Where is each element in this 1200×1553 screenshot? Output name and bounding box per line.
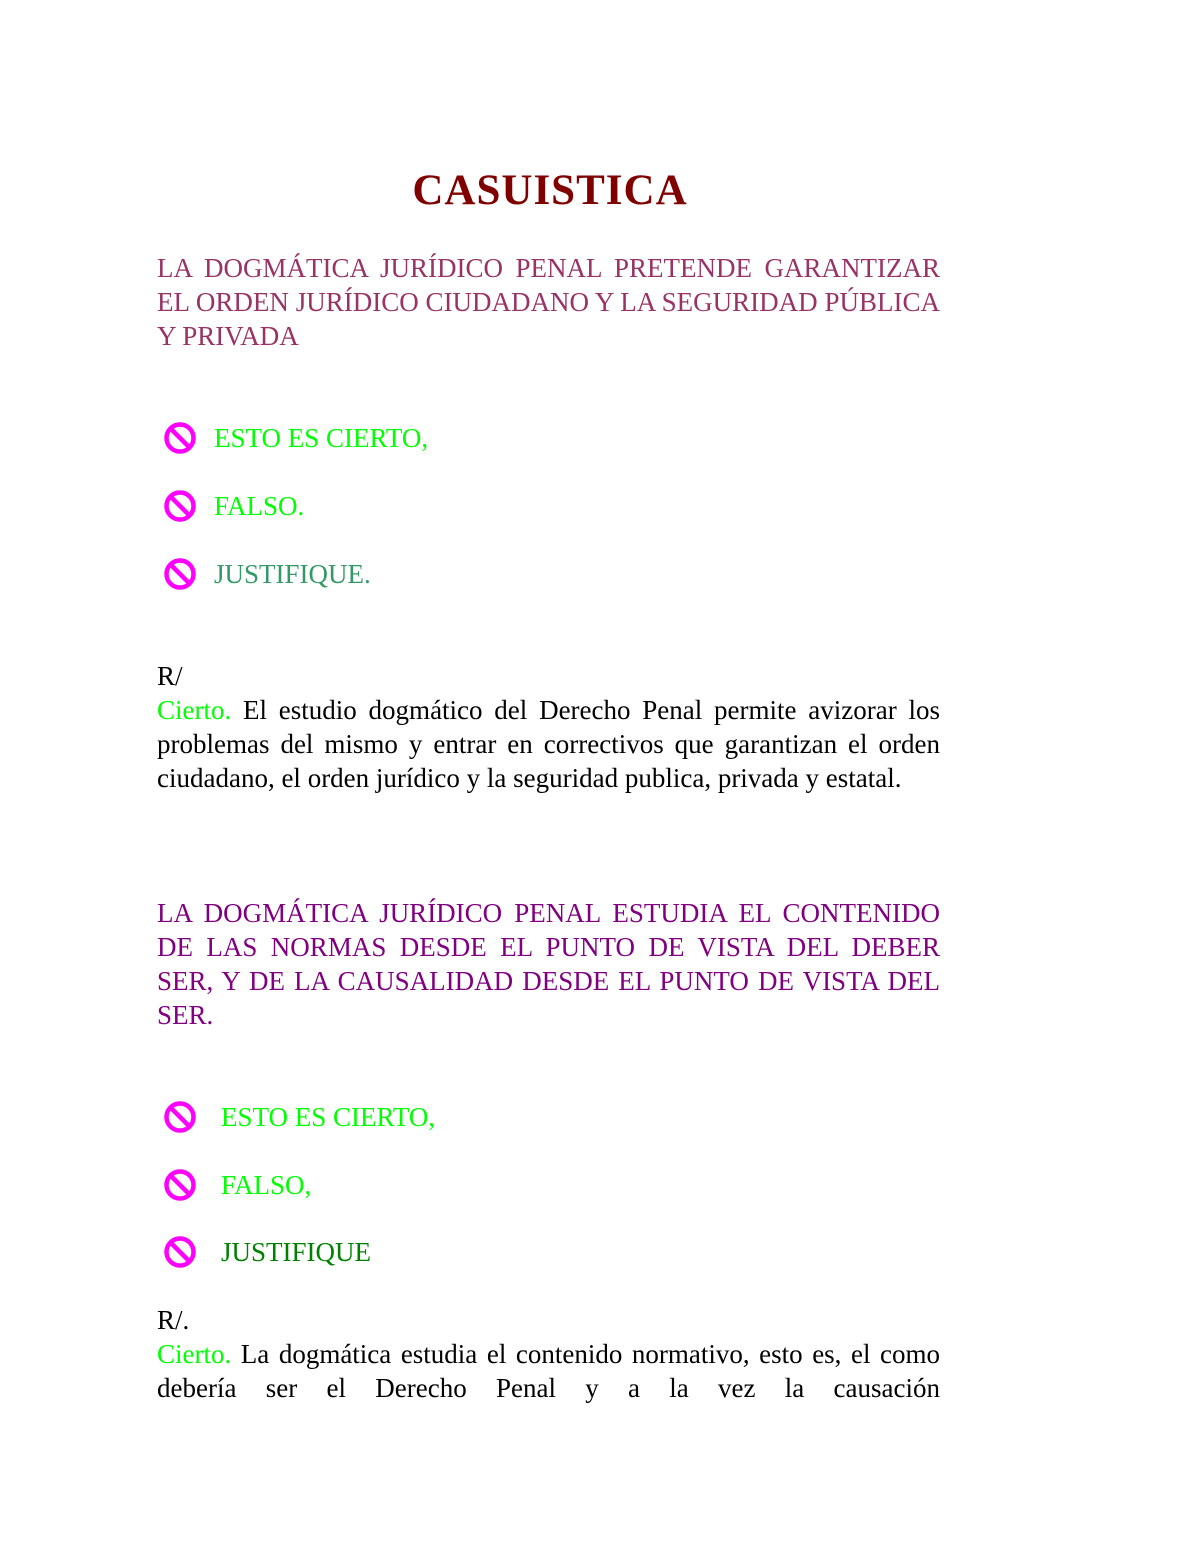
option-row [163,486,304,526]
option-label: ESTO ES CIERTO, [214,423,429,453]
option-label: FALSO. [214,491,305,521]
question-2: LA DOGMÁTICA JURÍDICO PENAL ESTUDIA EL CONTENIDO DE LAS NORMAS DESDE EL PUNTO DE VISTA DEL DEBER SER, Y DE LA CAUSALIDAD DESDE EL PUNTO DE VISTA DEL SER. [157,898,940,1030]
option-row [163,554,371,594]
prohibited-icon [163,421,197,455]
prohibited-icon [163,1100,197,1134]
option-label: JUSTIFIQUE. [214,559,371,589]
response-label: R/ [157,661,183,691]
option-label: FALSO, [221,1170,312,1200]
answer-lead: Cierto. [157,695,232,725]
option-row [163,1165,311,1205]
prohibited-icon [163,1168,197,1202]
answer-2 [157,1337,940,1405]
question-1: LA DOGMÁTICA JURÍDICO PENAL PRETENDE GARANTIZAR EL ORDEN JURÍDICO CIUDADANO Y LA SEGURIDAD PÚBLICA Y PRIVADA [157,253,940,351]
prohibited-icon [163,489,197,523]
prohibited-icon [163,557,197,591]
option-row [163,418,428,458]
prohibited-icon [163,1235,197,1269]
response-label: R/. [157,1305,190,1335]
answer-lead: Cierto. [157,1339,232,1369]
page-title: CASUISTICA [412,167,688,214]
option-label: ESTO ES CIERTO, [221,1102,436,1132]
option-label: JUSTIFIQUE [221,1237,372,1267]
option-row [163,1097,435,1137]
answer-1 [157,693,940,795]
option-row [163,1232,371,1272]
answer-text: El estudio dogmático del Derecho Penal permite avizorar los problemas del mismo y entrar en correctivos que garantizan el orden ciudadano, el orden jurídico y la seguridad publica, privada y estatal. [157,695,940,793]
answer-text: La dogmática estudia el contenido normativo, esto es, el como debería ser el Derecho Penal y a la vez la causación [157,1339,940,1403]
